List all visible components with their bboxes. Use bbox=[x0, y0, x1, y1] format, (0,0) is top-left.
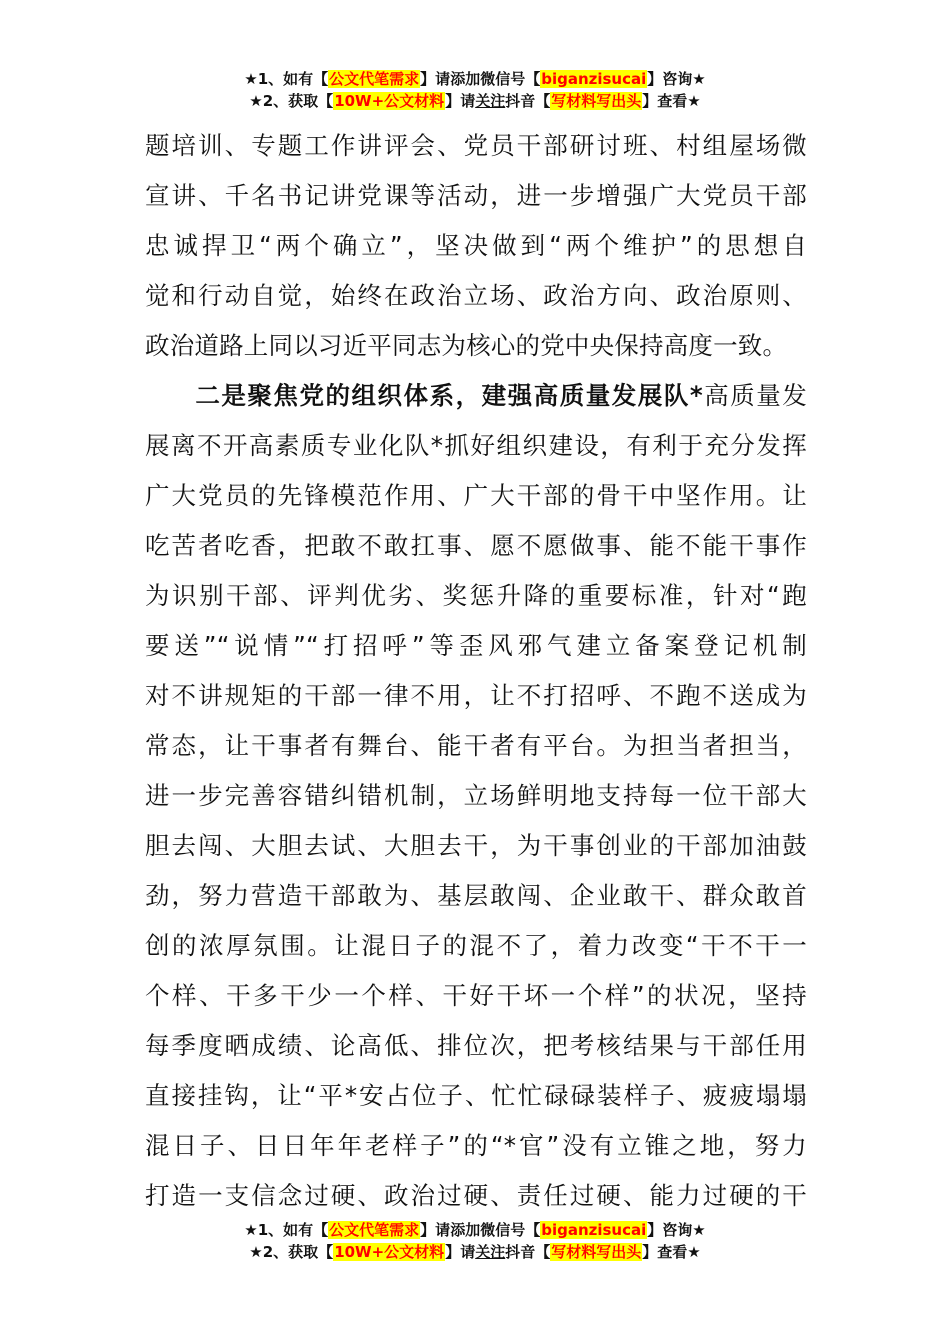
banner-text: ★2、获取【 bbox=[249, 92, 334, 110]
banner-text: 微信号【 bbox=[480, 70, 541, 88]
banner-text: 微信号【 bbox=[480, 1221, 541, 1239]
highlight-materials: 10W+公文材料 bbox=[334, 1243, 445, 1261]
text-line: 混日子、日日年年老样子”的“*官”没有立锥之地，努力 bbox=[145, 1131, 807, 1160]
banner-text: 】查看★ bbox=[642, 1243, 701, 1261]
highlight-douyin-account: 写材料写出头 bbox=[551, 1243, 642, 1261]
banner-line-2 bbox=[0, 90, 950, 112]
banner-text: ★1、如有【 bbox=[244, 70, 329, 88]
heading-tail-text: 高质量发 bbox=[702, 381, 807, 410]
banner-emphasis: 添加 bbox=[450, 70, 481, 88]
banner-emphasis: 关注 bbox=[475, 92, 506, 110]
highlight-douyin-account: 写材料写出头 bbox=[551, 92, 642, 110]
paragraph-heading-line bbox=[145, 371, 807, 421]
text-line: 打造一支信念过硬、政治过硬、责任过硬、能力过硬的干 bbox=[145, 1181, 807, 1210]
banner-line-2 bbox=[0, 1241, 950, 1263]
text-line: 劲，努力营造干部敢为、基层敢闯、企业敢干、群众敢首 bbox=[145, 881, 807, 910]
text-line: 对不讲规矩的干部一律不用，让不打招呼、不跑不送成为 bbox=[145, 681, 807, 710]
text-line: 胆去闯、大胆去试、大胆去干，为干事创业的干部加油鼓 bbox=[145, 831, 807, 860]
footer-banner bbox=[0, 1219, 950, 1263]
text-line: 政治道路上同以习近平同志为核心的党中央保持高度一致。 bbox=[145, 331, 788, 360]
banner-emphasis: 关注 bbox=[475, 1243, 506, 1261]
highlight-wechat-id: biganzisucai bbox=[541, 1221, 647, 1239]
banner-text: 】请 bbox=[420, 1221, 451, 1239]
text-line: 直接挂钩，让“平*安占位子、忙忙碌碌装样子、疲疲塌塌 bbox=[145, 1081, 807, 1110]
banner-text: 】咨询★ bbox=[647, 70, 706, 88]
text-line: 展离不开高素质专业化队*抓好组织建设，有利于充分发挥 bbox=[145, 431, 807, 460]
text-line: 进一步完善容错纠错机制，立场鲜明地支持每一位干部大 bbox=[145, 781, 807, 810]
banner-text: 】咨询★ bbox=[647, 1221, 706, 1239]
highlight-wechat-id: biganzisucai bbox=[541, 70, 647, 88]
banner-text: ★1、如有【 bbox=[244, 1221, 329, 1239]
banner-text: 抖音【 bbox=[505, 1243, 551, 1261]
banner-text: 】请 bbox=[445, 92, 476, 110]
highlight-materials: 10W+公文材料 bbox=[334, 92, 445, 110]
text-line: 创的浓厚氛围。让混日子的混不了，着力改变“干不干一 bbox=[145, 931, 807, 960]
highlight-service: 公文代笔需求 bbox=[329, 70, 420, 88]
text-line: 常态，让干事者有舞台、能干者有平台。为担当者担当， bbox=[145, 731, 807, 760]
banner-text: 】请 bbox=[420, 70, 451, 88]
text-line: 题培训、专题工作讲评会、党员干部研讨班、村组屋场微 bbox=[145, 131, 807, 160]
paragraph-heading: 二是聚焦党的组织体系，建强高质量发展队* bbox=[194, 381, 703, 410]
document-body bbox=[145, 121, 807, 1221]
text-line: 为识别干部、评判优劣、奖惩升降的重要标准，针对“跑 bbox=[145, 581, 807, 610]
text-line: 广大党员的先锋模范作用、广大干部的骨干中坚作用。让 bbox=[145, 481, 807, 510]
text-line: 个样、干多干少一个样、干好干坏一个样”的状况，坚持 bbox=[145, 981, 807, 1010]
text-line: 每季度晒成绩、论高低、排位次，把考核结果与干部任用 bbox=[145, 1031, 807, 1060]
text-line: 宣讲、千名书记讲党课等活动，进一步增强广大党员干部 bbox=[145, 181, 807, 210]
banner-text: 抖音【 bbox=[505, 92, 551, 110]
text-line: 吃苦者吃香，把敢不敢扛事、愿不愿做事、能不能干事作 bbox=[145, 531, 807, 560]
header-banner bbox=[0, 68, 950, 112]
banner-text: ★2、获取【 bbox=[249, 1243, 334, 1261]
text-line: 忠诚捍卫“两个确立”，坚决做到“两个维护”的思想自 bbox=[145, 231, 807, 260]
banner-text: 】查看★ bbox=[642, 92, 701, 110]
banner-line-1 bbox=[0, 68, 950, 90]
banner-line-1 bbox=[0, 1219, 950, 1241]
highlight-service: 公文代笔需求 bbox=[329, 1221, 420, 1239]
banner-emphasis: 添加 bbox=[450, 1221, 481, 1239]
text-line: 要送”“说情”“打招呼”等歪风邪气建立备案登记机制 bbox=[145, 631, 807, 660]
banner-text: 】请 bbox=[445, 1243, 476, 1261]
text-line: 觉和行动自觉，始终在政治立场、政治方向、政治原则、 bbox=[145, 281, 807, 310]
